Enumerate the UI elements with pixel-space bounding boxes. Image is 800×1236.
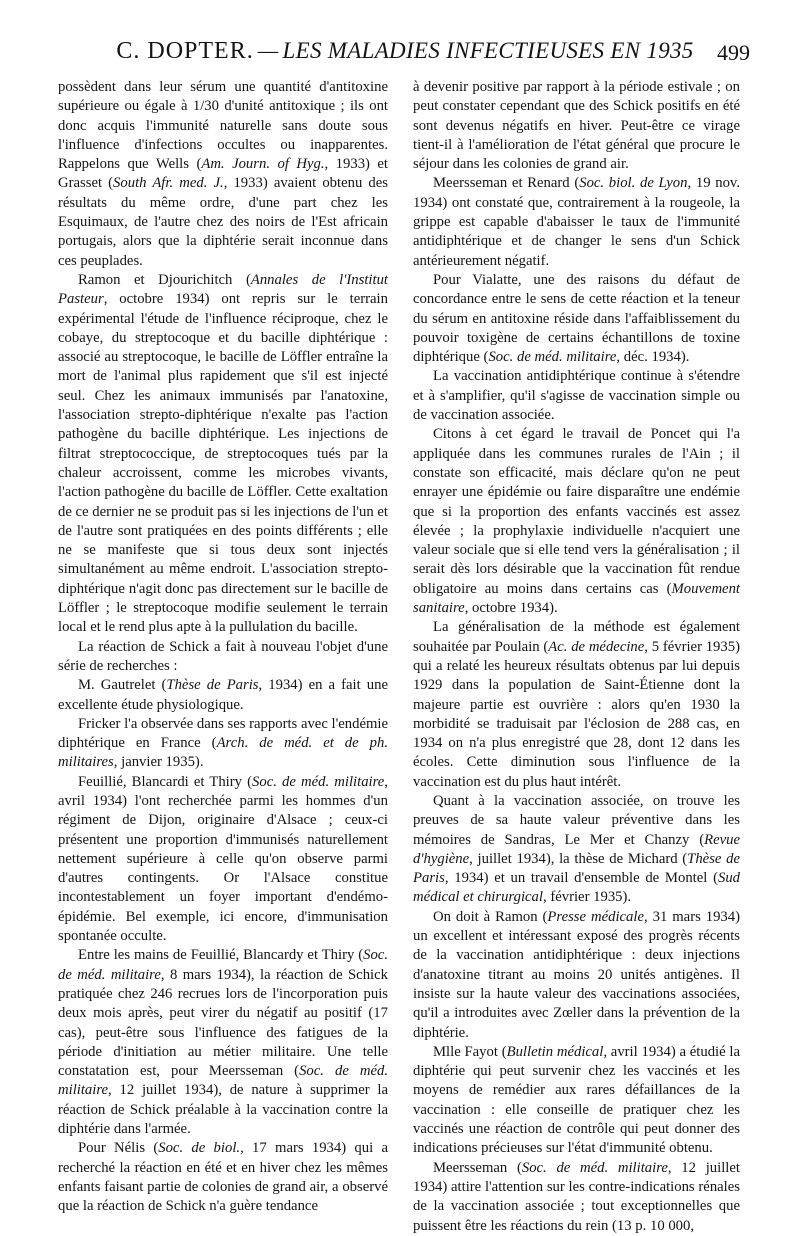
paragraph [413,1159,740,1236]
text-segment: Feuillié, Blancardi et Thiry ( [78,773,253,790]
text-segment: , 1933) avaient obtenu des résultats du même ordre, d'une part chez les Esquimaux, de l'autre chez des noirs de l'Est africain portugais, alors que la diphtérie serait inconnue dans ces peuplades. [58,175,388,269]
paragraph [413,425,740,618]
text-segment: à devenir positive par rapport à la période estivale ; on peut constater cependant que des Schick positifs en été sont devenus négatifs en hiver. Peut-être ce virage tient-il à l'amélioration de l'état général que procure le séjour dans les colonies de grand air. [413,79,740,173]
citation-title: Soc. biol. de Lyon [579,175,688,192]
right-column [413,78,740,1236]
paragraph [58,78,388,271]
paragraph [413,174,740,270]
text-segment: , février 1935). [542,889,632,906]
paragraph [413,618,740,792]
text-segment: , avril 1934) a étudié la diphtérie qui peut survenir chez les vaccinés et les moyens de remédier aux rares défaillances de la vaccination : elle conseille de pratiquer chez les vaccinés une réaction de contrôle qui peut donner des indications précieuses sur l'état d'immunité obtenu. [413,1043,741,1157]
citation-title: Soc. de méd. militaire [58,1063,388,1099]
text-segment: , 1934) et un travail d'ensemble de Montel ( [444,870,718,887]
citation-title: Soc. de biol. [158,1140,241,1157]
paragraph [58,715,388,773]
text-segment: , janvier 1935). [113,754,204,771]
citation-title: Soc. de méd. militaire [521,1159,668,1176]
citation-title: Thèse de Paris [166,677,259,694]
citation-title: Ac. de médecine [548,638,645,655]
paragraph [58,946,388,1139]
text-segment: , 5 février 1935) qui a relaté les heureux résultats obtenus par lui depuis 1929 dans la population de Saint-Étienne dont la majeure partie est ouvrière : alors qu'en 1930 la morbidité se traduisait par l'éclosion de 288 cas, en 1934 on n'a plus enregistré que 28, dont 12 dans les écoles. Cette diminution sous l'influence de la vaccination est du plus haut intérêt. [413,638,740,790]
paragraph [413,908,740,1043]
citation-title: Revue d'hygiène [413,831,740,867]
text-segment: On doit à Ramon ( [433,908,548,925]
paragraph [413,367,740,425]
text-segment: , 17 mars 1934) qui a recherché la réaction en été et en hiver chez les mêmes enfants faisant partie de colonies de grand air, a observé que la réaction de Schick n'a guère tendance [58,1140,388,1215]
paragraph [413,792,740,908]
text-segment: Meersseman et Renard ( [433,175,580,192]
text-segment: , 19 nov. 1934) ont constaté que, contrairement à la rougeole, la grippe est capable d'abaisser le taux de l'immunité antidiphtérique et de changer le sens d'un Schick antérieurement négatif. [413,175,740,269]
citation-title: Soc. de méd. militaire [252,773,385,790]
text-segment: Quant à la vaccination associée, on trouve les preuves de sa haute valeur préventive dans les mémoires de Sandras, Le Mer et Chanzy ( [413,792,740,848]
text-segment: Entre les mains de Feuillié, Blancardy et Thiry ( [78,947,364,964]
text-segment: possèdent dans leur sérum une quantité d'antitoxine supérieure ou égale à 1/30 d'unité antitoxique ; ils ont donc acquis l'immunité naturelle sans doute sous l'influence d'infections occultes ou inapparentes. Rappelons que Wells ( [58,79,388,173]
citation-title: Soc. de méd. militaire [58,947,388,983]
text-segment: Pour Vialatte, une des raisons du défaut de concordance entre le sens de cette réaction et la teneur du sérum en antitoxine réside dans l'affaiblissement du pouvoir toxigène de certains échantillons de toxine diphtérique ( [413,271,740,366]
text-segment: , déc. 1934). [616,349,690,366]
text-segment: La réaction de Schick a fait à nouveau l'objet d'une série de recherches : [58,638,388,674]
paragraph [413,1043,740,1159]
text-segment: Ramon et Djourichitch ( [78,271,251,288]
running-head [60,38,750,72]
citation-title: Am. Journ. of Hyg. [201,156,325,173]
citation-title: Sud médical et chirurgical [413,870,740,906]
text-segment: , 12 juillet 1934) attire l'attention sur les contre-indications rénales de la vaccination associée ; tout exceptionnelles que puissent être les réactions du rein (13 p. 10 000, [413,1159,740,1234]
text-segment: , 8 mars 1934), la réaction de Schick pratiquée chez 246 recrues lors de l'incorporation puis deux mois après, peut virer du négatif au positif (17 cas), peut-être sous l'influence des fatigues de la période d'initiation au métier militaire. Une telle constatation est, pour Meersseman ( [58,966,388,1080]
text-segment: , juillet 1934), la thèse de Michard ( [469,850,688,867]
text-segment: La vaccination antidiphtérique continue à s'étendre et à s'amplifier, qu'il s'agisse de vaccination simple ou de vaccination associée. [413,368,740,424]
text-segment: La généralisation de la méthode est également souhaitée par Poulain ( [413,619,740,655]
text-segment: , 12 juillet 1934), de nature à supprimer la réaction de Schick préalable à la vaccination contre la diphtérie dans l'armée. [58,1082,388,1138]
page-number: 499 [717,40,750,65]
citation-title: Annales de l'Institut Pasteur [58,271,388,308]
text-segment: , avril 1934) l'ont recherchée parmi les hommes d'un régiment de Dijon, originaire d'Alsace ; ceux-ci présentent une proportion d'immunisés naturellement nettement supérieure à celle qu'on observe parmi d'autres contingents. Or l'Alsace constitue incontestablement un foyer important d'endémo-épidémie. Bel exemple, ici encore, d'immunisation spontanée occulte. [58,773,388,945]
text-segment: , octobre 1934) ont repris sur le terrain expérimental l'étude de l'influence réciproque, chez le cobaye, du streptocoque et du bacille diphtérique : associé au streptocoque, le bacille de Löffler entraîne la mort de l'animal plus rapidement que s'il est injecté seul. Chez les animaux immunisés par l'anatoxine, l'association strepto-diphtérique n'exalte pas l'action pathogène du bacille diphtérique. Les injections de filtrat streptococcique, de streptocoques tués par la chaleur accroissent, comme les microbes vivants, l'action pathogène du bacille de Löffler. Cette exaltation de ce dernier ne se produit pas si les injections de l'un et de l'autre sont pratiquées en des points différents ; elle ne se manifeste que si tous deux sont injectés simultanément au même endroit. L'association strepto-diphtérique n'agit donc pas directement sur le bacille de Löffler ; le streptocoque modifie seulement le terrain local et le rend plus apte à la pullulation du bacille. [58,291,388,636]
text-segment: Fricker l'a observée dans ses rapports avec l'endémie diphtérique en France ( [58,715,388,752]
text-segment: , 1934) en a fait une excellente étude physiologique. [58,677,388,713]
paragraph [413,78,740,174]
text-segment: Citons à cet égard le travail de Poncet qui l'a appliquée dans les communes rurales de l'Ain ; il constate son efficacité, mais déclare qu'on ne peut enrayer une épidémie ou faire disparaître une endémie que si la proportion des enfants vaccinés est assez élevée ; la prophylaxie individuelle n'acquiert une valeur sociale que si elle tend vers la généralisation ; il serait dès lors désirable que la vaccination fût rendue obligatoire au moins dans certains cas ( [413,426,740,597]
text-segment: Pour Nélis ( [78,1140,159,1157]
paragraph [413,271,740,367]
running-title: LES MALADIES INFECTIEUSES EN 1935 [282,38,694,63]
paragraph [58,773,388,947]
text-segment: , 1933) et Grasset ( [58,156,388,192]
separator-dash: — [257,38,279,63]
citation-title: Bulletin médical [506,1043,604,1060]
citation-title: Soc. de méd. militaire [488,349,617,366]
text-segment: M. Gautrelet ( [78,677,167,694]
paragraph [58,1139,388,1216]
text-segment: Meersseman ( [433,1159,522,1176]
citation-title: South Afr. med. J. [113,175,224,192]
left-column [58,78,388,1217]
text-segment: , 31 mars 1934) un excellent et intéressant exposé des progrès récents de la vaccination antidiphtérique : deux injections d'anatoxine titrant au moins 20 unités antigènes. Il insiste sur la haute valeur des vaccinations associées, qu'il a introduites avec Zœller dans la prévention de la diphtérie. [413,908,741,1041]
paragraph [58,638,388,677]
citation-title: Arch. de méd. et de ph. militaires [58,735,388,771]
text-segment: Mlle Fayot ( [433,1043,507,1060]
citation-title: Mouvement sanitaire [413,580,740,617]
paragraph [58,676,388,715]
paragraph [58,271,388,638]
author-name: C. DOPTER. [116,38,254,64]
citation-title: Thèse de Paris [413,850,740,887]
citation-title: Presse médicale [547,908,644,925]
text-segment: , octobre 1934). [464,600,558,617]
